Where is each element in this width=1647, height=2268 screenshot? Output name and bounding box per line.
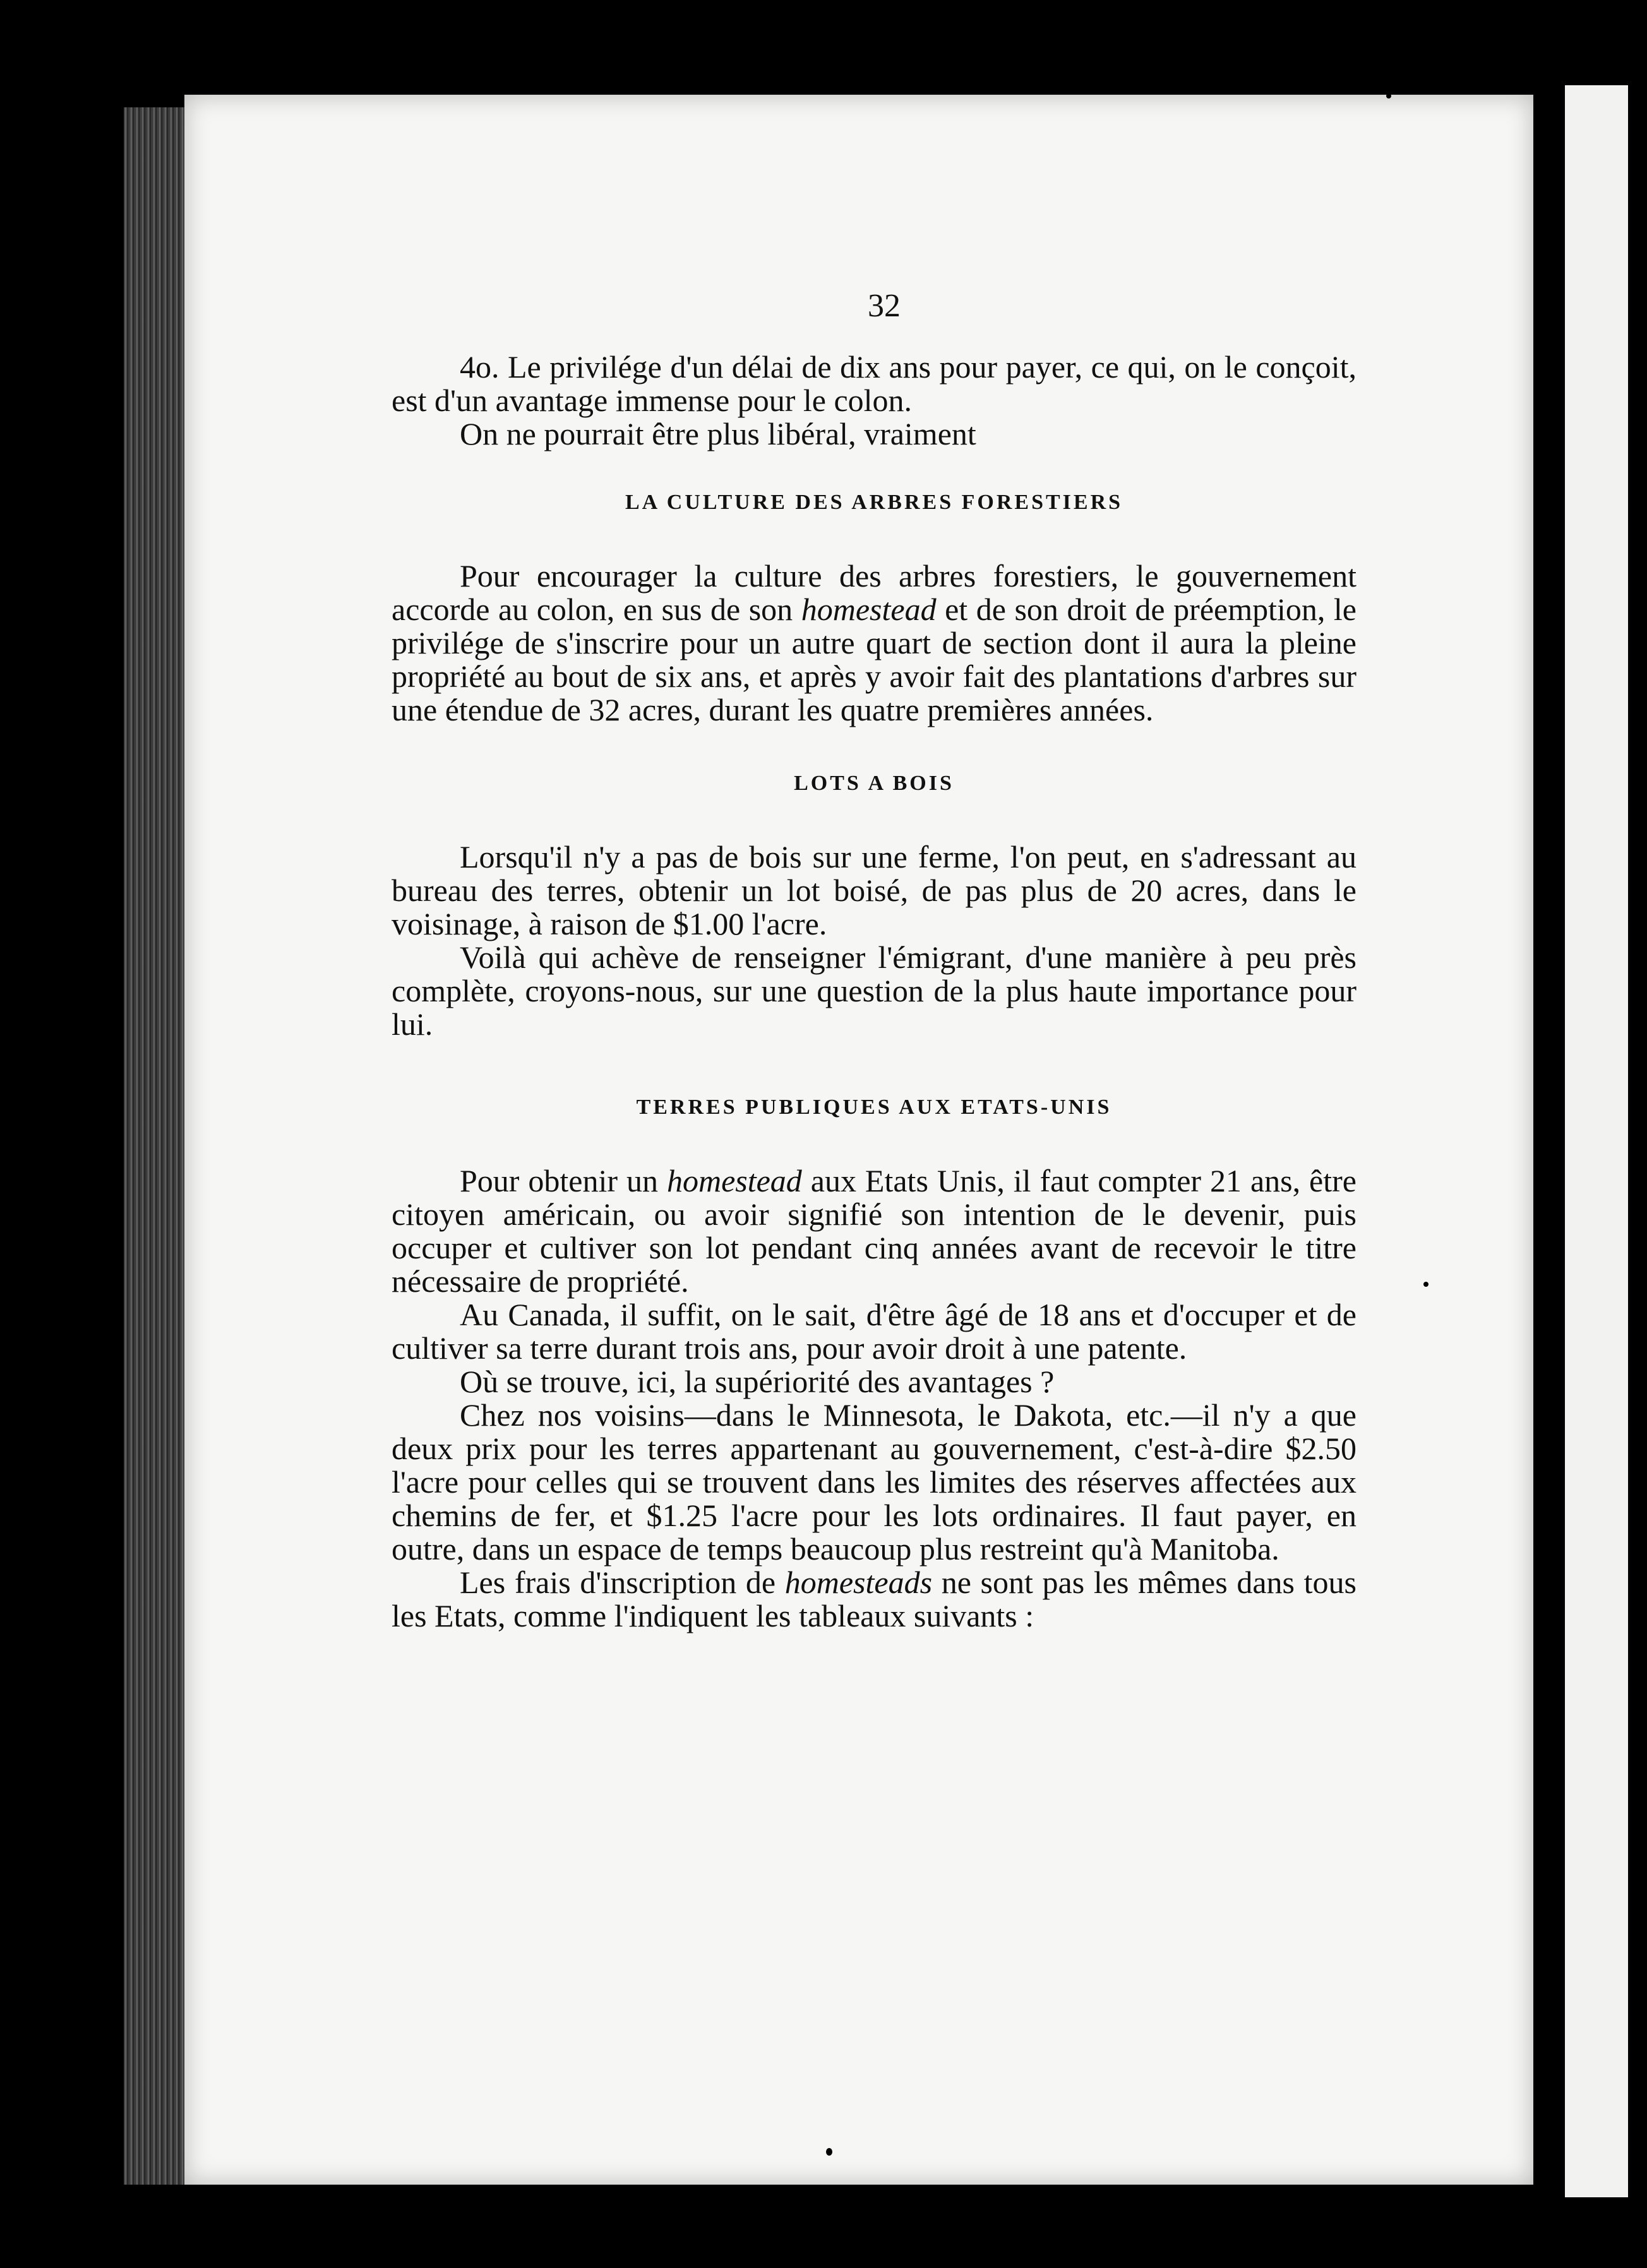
body-paragraph: Pour obtenir un homestead aux Etats Unis, il faut compter 21 ans, être citoyen américain, ou avoir signifié son intention de le devenir, puis occuper et cultiver son lot pendant cinq années avant de recevoir le titre nécessaire de propriété.: [392, 1163, 1357, 1299]
body-paragraph: Voilà qui achève de renseigner l'émigrant, d'une manière à peu près complète, croyons-nous, sur une question de la plus haute importance pour lui.: [392, 940, 1357, 1042]
section-heading: LOTS A BOIS: [794, 772, 954, 795]
scan-speck: [1423, 1282, 1428, 1287]
next-page-edge: [1565, 85, 1628, 2197]
section-heading: LA CULTURE DES ARBRES FORESTIERS: [625, 491, 1123, 514]
page-number: 32: [868, 288, 901, 324]
scan-speck: [590, 71, 597, 80]
scan-speck: [1386, 93, 1391, 98]
intro-paragraph: On ne pourrait être plus libéral, vraiment: [460, 416, 976, 451]
section-heading: TERRES PUBLIQUES AUX ETATS-UNIS: [636, 1095, 1112, 1119]
body-paragraph: Chez nos voisins—dans le Minnesota, le Dakota, etc.—il n'y a que deux prix pour les terres appartenant au gouvernement, c'est-à-dire $2.50 l'acre pour celles qui se trouvent dans les limites des réserves affectées aux chemins de fer, et $1.25 l'acre pour les lots ordinaires. Il faut payer, en outre, dans un espace de temps beaucoup plus restreint qu'à Manitoba.: [392, 1397, 1357, 1567]
scan-speck: [826, 2148, 832, 2156]
body-paragraph: Où se trouve, ici, la supériorité des avantages ?: [460, 1364, 1055, 1399]
body-paragraph: Les frais d'inscription de homesteads ne sont pas les mêmes dans tous les Etats, comme l'indiquent les tableaux suivants :: [392, 1565, 1357, 1633]
page-text: [392, 350, 1357, 1633]
body-paragraph: Au Canada, il suffit, on le sait, d'être âgé de 18 ans et d'occuper et de cultiver sa terre durant trois ans, pour avoir droit à une patente.: [392, 1297, 1357, 1366]
intro-paragraph: 4o. Le privilége d'un délai de dix ans pour payer, ce qui, on le conçoit, est d'un avantage immense pour le colon.: [392, 349, 1357, 418]
body-paragraph: Lorsqu'il n'y a pas de bois sur une ferme, l'on peut, en s'adressant au bureau des terres, obtenir un lot boisé, de pas plus de 20 acres, dans le voisinage, à raison de $1.00 l'acre.: [392, 839, 1357, 941]
body-paragraph: Pour encourager la culture des arbres forestiers, le gouvernement accorde au colon, en sus de son homestead et de son droit de préemption, le privilége de s'inscrire pour un autre quart de section dont il aura la pleine propriété au bout de six ans, et après y avoir fait des plantations d'arbres sur une étendue de 32 acres, durant les quatre premières années.: [392, 558, 1357, 727]
